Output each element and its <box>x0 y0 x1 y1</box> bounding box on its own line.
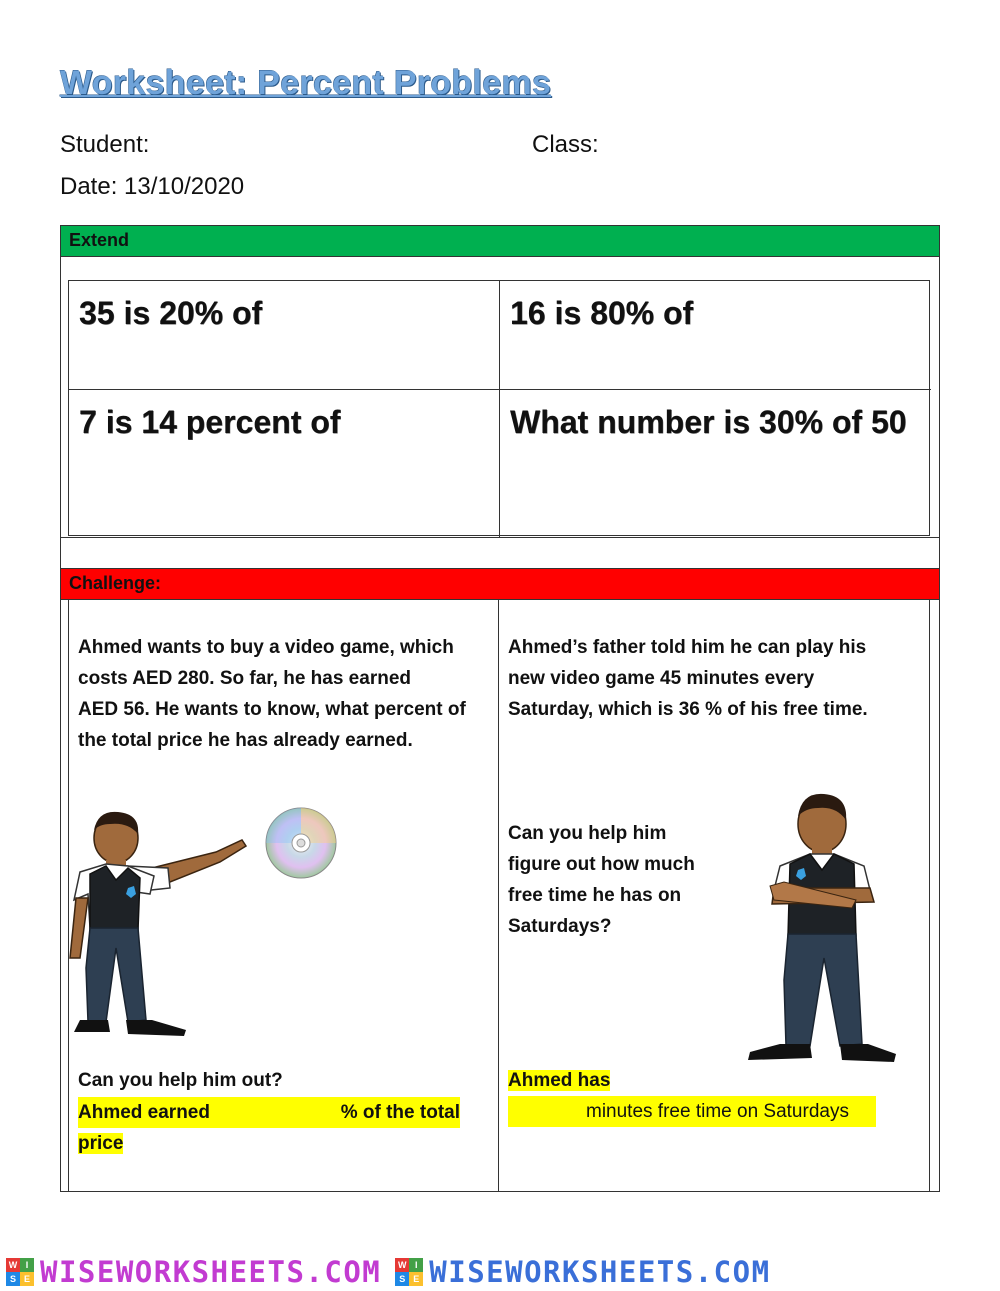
left-question: Can you help him out? <box>78 1070 283 1091</box>
boy-arms-crossed-illustration <box>744 790 900 1066</box>
challenge-divider <box>498 600 499 1192</box>
brand-text: WISEWORKSHEETS.COM <box>429 1254 771 1289</box>
class-label: Class: <box>532 131 599 158</box>
brand-logo-icon: W I S E <box>395 1258 423 1286</box>
extend-problem-1: 35 is 20% of <box>69 281 500 390</box>
right-problem-text: Ahmed’s father told him he can play his new video game 45 minutes every Saturday, which is 36 % of his free time. <box>508 637 868 720</box>
right-question: Can you help him figure out how much free time he has on Saturdays? <box>508 823 695 937</box>
extend-problem-2: 16 is 80% of <box>500 281 931 390</box>
footer-watermark <box>0 1252 1000 1291</box>
section-gap <box>60 537 940 569</box>
worksheet-title: Worksheet: Percent Problems <box>60 64 552 102</box>
brand-logo-icon: W I S E <box>6 1258 34 1286</box>
brand-text: WISEWORKSHEETS.COM <box>40 1254 382 1289</box>
extend-problem-4: What number is 30% of 50 <box>510 404 907 440</box>
extend-heading: Extend <box>60 225 940 257</box>
brand-watermark-1 <box>6 1255 381 1289</box>
left-problem-text: Ahmed wants to buy a video game, which costs AED 280. So far, he has earned AED 56. He wants to know, what percent of the total price he has already earned. <box>78 637 466 751</box>
right-answer: Ahmed has minutes free time on Saturdays <box>508 1065 876 1127</box>
boy-pointing-illustration <box>66 808 256 1040</box>
extend-problem-3: 7 is 14 percent of <box>69 390 500 537</box>
cd-disc-icon <box>264 806 338 880</box>
left-answer: Ahmed earned % of the total price <box>78 1097 460 1159</box>
brand-watermark-2 <box>395 1255 770 1289</box>
date-label: Date: 13/10/2020 <box>60 173 245 200</box>
student-label: Student: <box>60 131 150 158</box>
extend-table <box>68 280 930 536</box>
challenge-heading: Challenge: <box>60 568 940 600</box>
